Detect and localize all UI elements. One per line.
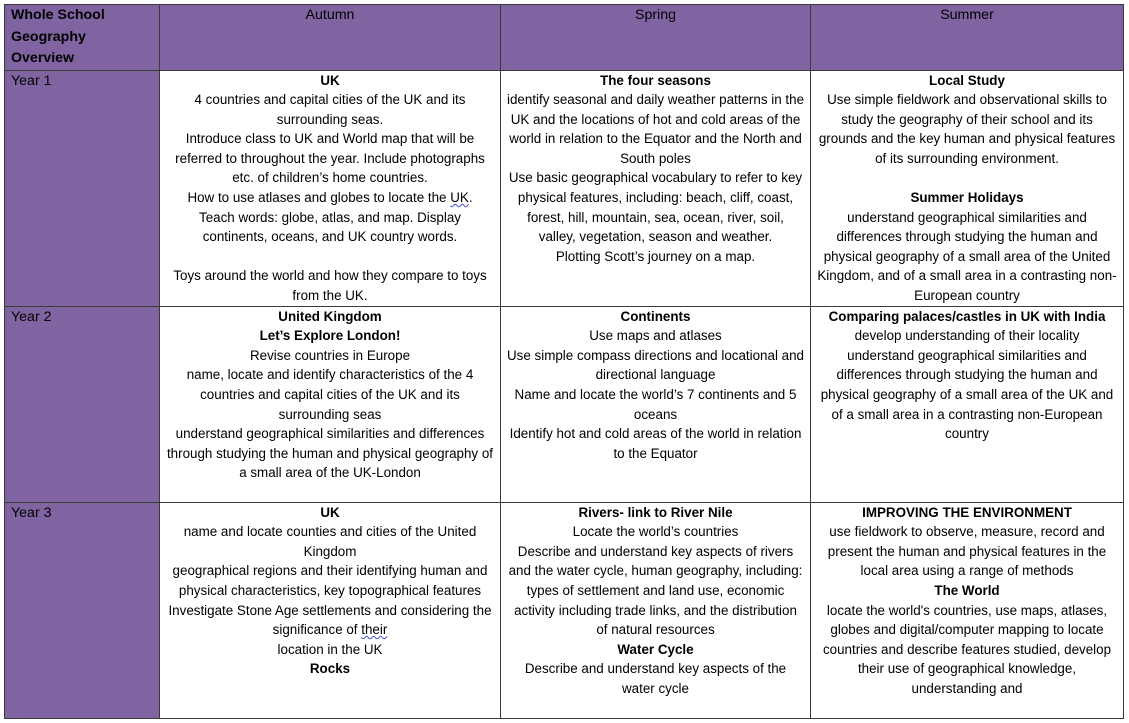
topic-heading: United Kingdom: [278, 308, 382, 324]
topic-heading: Summer Holidays: [910, 190, 1024, 206]
cell-text: Teach words: globe, atlas, and map. Display continents, oceans, and UK country words.: [199, 209, 461, 245]
cell-text: name, locate and identify characteristics of the 4 countries and capital cities of the UK and its surrounding seas: [186, 367, 474, 422]
cell-text: Use maps and atlases: [589, 328, 722, 344]
spring-cell: [501, 70, 811, 306]
header-row: [5, 5, 1124, 71]
year-label: Year 2: [5, 306, 160, 502]
summer-cell: [811, 306, 1124, 502]
cell-text: Toys around the world and how they compare to toys from the UK.: [173, 268, 487, 304]
autumn-cell: [160, 70, 501, 306]
cell-text: Identify hot and cold areas of the world in relation to the Equator: [509, 426, 802, 461]
topic-heading: IMPROVING THE ENVIRONMENT: [862, 504, 1072, 520]
cell-text: [166, 188, 494, 208]
year-label: Year 3: [5, 502, 160, 718]
cell-text: Describe and understand key aspects of the water cycle: [524, 661, 787, 696]
corner-title-line: Overview: [11, 50, 75, 66]
cell-text: geographical regions and their identifying human and physical characteristics, key topographical features: [172, 563, 488, 598]
spring-cell: [501, 306, 811, 502]
spellcheck-word: UK: [450, 190, 469, 206]
topic-heading: Rivers- link to River Nile: [578, 504, 733, 520]
cell-text: locate the world's countries, use maps, atlases, globes and digital/computer mapping to locate countries and describe features studied, develop their use of geographical knowledge, understanding and: [822, 602, 1112, 696]
summer-cell: [811, 70, 1124, 306]
topic-heading: Local Study: [929, 72, 1005, 88]
topic-heading: The four seasons: [600, 72, 711, 88]
cell-text: Introduce class to UK and World map that will be referred to throughout the year. Include photographs etc. of children’s home countries.: [175, 131, 485, 186]
cell-text: Plotting Scott’s journey on a map.: [555, 248, 756, 264]
autumn-cell: [160, 306, 501, 502]
year-row: [5, 306, 1124, 502]
year-row: [5, 502, 1124, 718]
cell-text-part: Investigate Stone Age settlements and considering the significance of: [168, 602, 492, 638]
autumn-cell: [160, 502, 501, 718]
cell-text: understand geographical similarities and differences through studying the human and physical geography of a small area of the UK-London: [166, 426, 494, 481]
column-header-spring: Spring: [501, 5, 811, 71]
blank-line: [817, 168, 1117, 188]
topic-heading: UK: [320, 504, 340, 520]
cell-text: understand geographical similarities and differences through studying the human and physical geography of a small area of the United Kingdom, and of a small area in a contrasting non-European country: [817, 209, 1117, 304]
cell-text: Use simple compass directions and locational and directional language: [507, 347, 804, 383]
blank-line: [166, 247, 494, 267]
year-row: [5, 70, 1124, 306]
topic-heading: Continents: [620, 308, 691, 324]
column-header-autumn: Autumn: [160, 5, 501, 71]
cell-text-part: .: [468, 190, 473, 206]
cell-text: identify seasonal and daily weather patterns in the UK and the locations of hot and cold areas of the world in relation to the Equator and the North and South poles: [507, 92, 805, 166]
topic-heading: Rocks: [309, 661, 351, 677]
cell-text: Revise countries in Europe: [249, 347, 411, 363]
cell-text: [166, 601, 494, 640]
cell-text: Use basic geographical vocabulary to refer to key physical features, including: beach, cliff, coast, forest, hill, mountain, sea, ocean, river, soil, valley, vegetation, season and weather.: [508, 170, 803, 245]
topic-heading: Let’s Explore London!: [259, 328, 401, 344]
cell-text: Describe and understand key aspects of rivers and the water cycle, human geography, including: types of settlement and land use, economic activity including trade links, and the distribution of natural resources: [508, 543, 803, 638]
cell-text: understand geographical similarities and differences through studying the human and physical geography of a small area of the UK and of a small area in a contrasting non-European country: [820, 347, 1114, 442]
corner-title: [5, 5, 160, 71]
year-label: Year 1: [5, 70, 160, 306]
column-header-summer: Summer: [811, 5, 1124, 71]
cell-text-part: How to use atlases and globes to locate the: [187, 190, 451, 206]
spring-cell: [501, 502, 811, 718]
topic-heading: The World: [934, 583, 1000, 598]
cell-text: 4 countries and capital cities of the UK and its surrounding seas.: [194, 92, 466, 127]
cell-text: Use simple fieldwork and observational skills to study the geography of their school and its grounds and the key human and physical features of its surrounding environment.: [818, 92, 1116, 166]
topic-heading: UK: [320, 72, 340, 88]
cell-text: use fieldwork to observe, measure, record and present the human and physical features in the local area using a range of methods: [827, 524, 1107, 579]
summer-cell: [811, 502, 1124, 718]
topic-heading: Comparing palaces/castles in UK with India: [828, 308, 1106, 324]
cell-text: location in the UK: [277, 641, 383, 657]
cell-text: develop understanding of their locality: [854, 328, 1080, 344]
cell-text: Locate the world’s countries: [572, 524, 739, 540]
spellcheck-word: their: [361, 622, 388, 638]
corner-title-line: Geography: [11, 28, 86, 45]
cell-text: name and locate counties and cities of the United Kingdom: [183, 524, 477, 559]
cell-text: Name and locate the world’s 7 continents and 5 oceans: [514, 387, 797, 422]
geography-overview-table: [4, 4, 1124, 719]
topic-heading: Water Cycle: [617, 641, 694, 657]
corner-title-line: Whole School: [11, 7, 105, 23]
